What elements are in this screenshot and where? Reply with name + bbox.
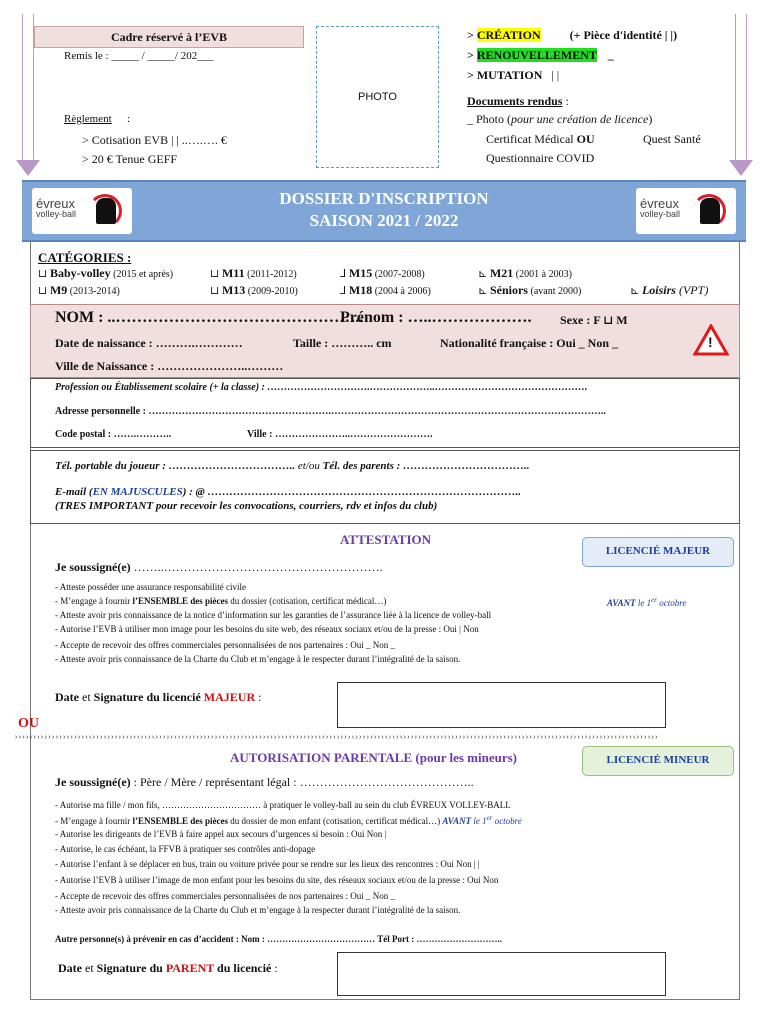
parental-title: AUTORISATION PARENTALE (pour les mineurs) <box>230 750 517 765</box>
creation-line: > CRÉATION (+ Pièce d'identité | |) <box>467 28 678 42</box>
naissance-field[interactable]: Date de naissance : ……….………… <box>55 336 243 350</box>
mutation-line: > MUTATION | | <box>467 68 560 82</box>
checkbox-icon[interactable]: ⊔ <box>210 285 222 297</box>
cotisation-line: > Cotisation EVB | | ..….…. € <box>82 133 227 147</box>
cut-line: ›››››››››››››››››››››››››››››››››››››››››››››››››››››››››››››››››››››››››››››››››››››››››››››››››››››››››››››››››››››››››››››››››››››››››››››››››››››››››››››››››››››››››››››› <box>14 734 658 742</box>
doc-certif: Certificat Médical OU <box>486 132 595 146</box>
category-s-niors[interactable]: ⊾ Séniors (avant 2000) <box>478 283 582 297</box>
ville-field[interactable]: Ville : …………………..……………………. <box>247 429 433 440</box>
adresse-field[interactable]: Adresse personnelle : ……………………………………………….……………………………………………………………………….. <box>55 406 606 417</box>
att-avant: AVANT le 1er octobre <box>607 596 687 608</box>
checkbox-icon[interactable]: ⅃ <box>340 268 349 280</box>
signature-parent-box[interactable] <box>337 952 666 996</box>
checkbox-icon[interactable]: ⊔ <box>38 268 50 280</box>
category-m13[interactable]: ⊔ M13 (2009-2010) <box>210 283 298 297</box>
signature-majeur-box[interactable] <box>337 682 666 728</box>
att-line-2: - Autorise l’EVB à utiliser mon image pour les besoins du site web, des réseaux sociaux et/ou de la presse : Oui | Non <box>55 624 479 634</box>
club-logo-right: évreux volley-ball <box>636 188 736 234</box>
doc-quest: Quest Santé <box>643 132 701 146</box>
tenue-line: > 20 € Tenue GEFF <box>82 152 178 166</box>
profession-field[interactable]: Profession ou Établissement scolaire (+ la classe) : ………………………….………………..………………………………………. <box>55 382 588 393</box>
renouvellement-line: > RENOUVELLEMENT _ <box>467 48 614 62</box>
par-line-engage: - M’engage à fournir l’ENSEMBLE des pièces du dossier de mon enfant (cotisation, certificat médical…) AVANT le 1er octobre <box>55 814 522 826</box>
par-line-7: - Atteste avoir pris connaissance de la Charte du Club et m’engage à la respecter durant l’intégralité de la saison. <box>55 905 461 915</box>
att-line-notice: - Atteste avoir pris connaissance de la notice d’information sur les garanties de l’assurance liée à la licence de volley-ball <box>55 610 492 620</box>
nom-field[interactable]: NOM : ..……………………………………….. <box>55 309 364 326</box>
reglement-colon: : <box>127 113 131 125</box>
checkbox-icon[interactable]: ⊾ <box>478 268 490 280</box>
licencie-mineur-button[interactable]: LICENCIÉ MINEUR <box>582 746 734 776</box>
doc-photo: _ Photo (pour une création de licence) <box>467 112 653 126</box>
mutation-label[interactable]: MUTATION <box>476 68 543 82</box>
banner-title-2: SAISON 2021 / 2022 <box>309 211 459 230</box>
par-line-3: - Autorise, le cas échéant, la FFVB à pratiquer ses contrôles anti-dopage <box>55 844 316 854</box>
cp-field[interactable]: Code postal : …….……….. <box>55 429 172 440</box>
att-line-1: - Atteste posséder une assurance responsabilité civile <box>55 582 246 592</box>
title-banner <box>22 180 746 242</box>
warning-icon: ! <box>693 324 729 356</box>
category-m15[interactable]: ⅃ M15 (2007-2008) <box>340 266 425 280</box>
categories-title: CATÉGORIES : <box>38 250 132 265</box>
par-line-6: - Accepte de recevoir des offres commerciales personnalisées de nos partenaires : Oui _ Non _ <box>55 891 395 901</box>
remis-le: Remis le : _____ / _____/ 202___ <box>64 50 214 62</box>
category-m21[interactable]: ⊾ M21 (2001 à 2003) <box>478 266 572 280</box>
doc-covid: Questionnaire COVID <box>486 151 595 165</box>
accident-contact-field[interactable]: Autre personne(s) à prévenir en cas d’accident : Nom : ……………………………… Tél Port : ……………………….. <box>55 934 502 944</box>
nationalite-field[interactable]: Nationalité française : Oui _ Non _ <box>440 336 618 350</box>
important-note: (TRES IMPORTANT pour recevoir les convocations, courriers, rdv et infos du club) <box>55 500 438 512</box>
attestation-soussigne[interactable]: Je soussigné(e) ……..………………………………………………. <box>55 560 383 574</box>
checkbox-icon[interactable]: ⊔ <box>210 268 222 280</box>
ville-naissance-field[interactable]: Ville de Naissance : …………………..……… <box>55 359 284 373</box>
att-line-engage: - M’engage à fournir l’ENSEMBLE des pièces du dossier (cotisation, certificat médical…) <box>55 596 387 606</box>
banner-title-1: DOSSIER D'INSCRIPTION <box>279 189 489 208</box>
sexe-field[interactable]: Sexe : F ⊔ M <box>560 313 628 327</box>
attestation-title: ATTESTATION <box>340 532 432 547</box>
taille-field[interactable]: Taille : ……….. cm <box>293 336 392 350</box>
creation-label[interactable]: CRÉATION <box>476 28 541 42</box>
documents-title: Documents rendus : <box>467 94 569 108</box>
ou-label: OU <box>18 716 39 731</box>
photo-box[interactable] <box>316 26 439 168</box>
email-field[interactable]: E-mail (EN MAJUSCULES) : @ ………………………………………………………………………….. <box>55 486 521 498</box>
parental-soussigne[interactable]: Je soussigné(e) : Père / Mère / représentant légal : …………………………………….. <box>55 775 474 789</box>
photo-label: PHOTO <box>358 91 397 103</box>
par-line-1: - Autorise ma fille / mon fils, …………………………… à pratiquer le volley-ball au sein du club ÉVREUX VOLLEY-BALL <box>55 800 511 810</box>
tel-field[interactable]: Tél. portable du joueur : …………………………….. et/ou Tél. des parents : …………………………….. <box>55 460 530 472</box>
par-line-4: - Autorise l’enfant à se déplacer en bus, train ou voiture privée pour se rendre sur les lieux des rencontres : Oui Non | | <box>55 859 480 869</box>
cadre-title: Cadre réservé à l’EVB <box>34 26 304 48</box>
checkbox-icon[interactable]: ⊾ <box>630 285 642 297</box>
club-logo-left: évreux volley-ball <box>32 188 132 234</box>
checkbox-icon[interactable]: ⊔ <box>38 285 50 297</box>
category-loisirs[interactable]: ⊾ Loisirs (VPT) <box>630 283 709 297</box>
checkbox-icon[interactable]: ⅃ <box>340 285 349 297</box>
att-line-4: - Atteste avoir pris connaissance de la Charte du Club et m’engage à le respecter durant l’intégralité de la saison. <box>55 654 461 664</box>
category-m9[interactable]: ⊔ M9 (2013-2014) <box>38 283 120 297</box>
par-line-5: - Autorise l’EVB à utiliser l’image de mon enfant pour les besoins du site, des réseaux sociaux et/ou de la presse : Oui Non <box>55 875 499 885</box>
category-baby-volley[interactable]: ⊔ Baby-volley (2015 et après) <box>38 266 174 280</box>
checkbox-icon[interactable]: ⊾ <box>478 285 490 297</box>
par-line-2: - Autorise les dirigeants de l’EVB à faire appel aux secours d’urgences si besoin : Oui Non | <box>55 829 387 839</box>
category-m11[interactable]: ⊔ M11 (2011-2012) <box>210 266 297 280</box>
signature-majeur-label: Date et Signature du licencié MAJEUR : <box>55 690 262 704</box>
reglement-label: Règlement <box>64 113 112 125</box>
licencie-majeur-button[interactable]: LICENCIÉ MAJEUR <box>582 537 734 567</box>
prenom-field[interactable]: Prénom : …..………………. <box>340 309 532 326</box>
signature-parent-label: Date et Signature du PARENT du licencié : <box>58 961 278 975</box>
att-line-3: - Accepte de recevoir des offres commerciales personnalisées de nos partenaires : Oui _ Non _ <box>55 640 395 650</box>
category-m18[interactable]: ⅃ M18 (2004 à 2006) <box>340 283 431 297</box>
renouvellement-label[interactable]: RENOUVELLEMENT <box>476 48 597 62</box>
